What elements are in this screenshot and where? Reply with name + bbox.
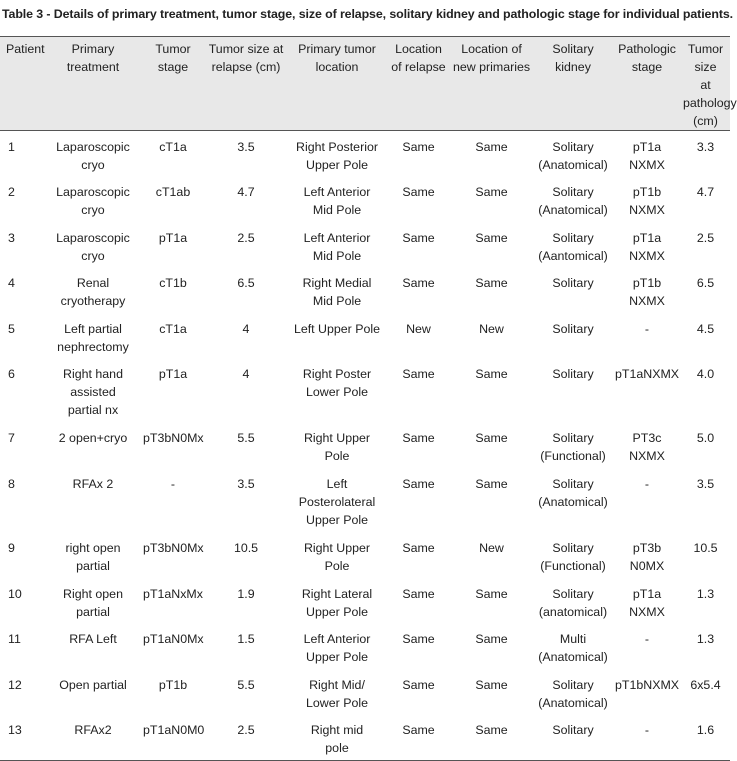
cell-primary-tumor-location: Right Lateral Upper Pole bbox=[301, 586, 373, 619]
cell-primary-treatment: right open partial bbox=[65, 541, 121, 574]
cell-pathologic-stage: pT1bNXMX bbox=[615, 677, 680, 692]
cell-primary-tumor-location: Right Poster Lower Pole bbox=[302, 367, 372, 400]
header-location-new-primaries: Location of new primaries bbox=[450, 37, 533, 131]
cell-tumor-size-pathology: 6x5.4 bbox=[690, 677, 721, 692]
cell-tumor-stage: pT1aN0M0 bbox=[141, 714, 205, 760]
table-row bbox=[0, 422, 730, 468]
cell-tumor-size-pathology: 10.5 bbox=[693, 541, 718, 556]
header-patient: Patient bbox=[0, 37, 45, 131]
cell-tumor-size-pathology: 4.5 bbox=[696, 321, 715, 336]
cell-tumor-stage: pT1a bbox=[158, 367, 188, 382]
cell-patient: 2 bbox=[8, 185, 15, 200]
cell-tumor-size-pathology: 3.5 bbox=[696, 477, 715, 492]
cell-pathologic-stage: pT1a NXMX bbox=[629, 140, 665, 172]
cell-location-new-primaries: Same bbox=[475, 230, 508, 245]
cell-tumor-size-pathology: 1.6 bbox=[681, 714, 730, 760]
cell-pathologic-stage: pT1aNXMX bbox=[615, 367, 680, 382]
cell-location-of-relapse: Same bbox=[387, 714, 450, 760]
cell-tumor-size-pathology: 4.0 bbox=[696, 367, 715, 382]
cell-primary-treatment: 2 open+cryo bbox=[58, 431, 128, 446]
cell-tumor-stage: pT1a bbox=[158, 230, 188, 245]
patient-details-table bbox=[0, 36, 737, 761]
cell-location-of-relapse: Same bbox=[402, 586, 435, 601]
cell-solitary-kidney: Solitary (Anatomical) bbox=[538, 477, 608, 510]
cell-primary-treatment: Right open partial bbox=[63, 586, 123, 619]
cell-tumor-size-pathology: 5.0 bbox=[696, 431, 715, 446]
cell-primary-tumor-location: Right Medial Mid Pole bbox=[302, 276, 372, 309]
cell-tumor-size-relapse: 4 bbox=[242, 321, 250, 336]
cell-location-new-primaries: Same bbox=[475, 477, 508, 492]
cell-solitary-kidney: Solitary bbox=[552, 321, 594, 336]
table-caption: Table 3 - Details of primary treatment, tumor stage, size of relapse, solitary kidney and pathologic stage for individual patients. bbox=[2, 7, 733, 21]
cell-primary-tumor-location: Left Anterior Upper Pole bbox=[303, 632, 371, 665]
cell-solitary-kidney: Solitary (Anatomical) bbox=[538, 677, 608, 710]
cell-tumor-stage: - bbox=[170, 477, 176, 492]
cell-tumor-size-relapse: 6.5 bbox=[237, 276, 255, 291]
cell-primary-treatment: Laparoscopic cryo bbox=[56, 230, 130, 263]
header-location-of-relapse: Location of relapse bbox=[387, 37, 450, 131]
cell-primary-tumor-location: Left Upper Pole bbox=[293, 321, 381, 336]
cell-location-of-relapse: New bbox=[406, 321, 431, 336]
cell-patient: 11 bbox=[8, 632, 21, 647]
cell-solitary-kidney: Multi (Anatomical) bbox=[538, 632, 608, 665]
cell-pathologic-stage: pT1a NXMX bbox=[629, 586, 665, 619]
cell-patient: 6 bbox=[8, 367, 15, 382]
header-primary-treatment: Primary treatment bbox=[45, 37, 141, 131]
cell-location-of-relapse: Same bbox=[402, 431, 435, 446]
cell-tumor-size-relapse: 4.7 bbox=[237, 185, 255, 200]
header-solitary-kidney: Solitary kidney bbox=[533, 37, 613, 131]
cell-location-new-primaries: New bbox=[479, 321, 504, 336]
cell-primary-treatment: Laparoscopic cryo bbox=[56, 140, 130, 172]
cell-primary-treatment: Right hand assisted partial nx bbox=[63, 367, 123, 418]
cell-tumor-stage: cT1a bbox=[159, 140, 187, 154]
cell-pathologic-stage: PT3c NXMX bbox=[629, 431, 665, 464]
cell-solitary-kidney: Solitary (anatomical) bbox=[538, 586, 608, 619]
table-row bbox=[0, 714, 730, 760]
cell-tumor-stage: pT1b bbox=[158, 677, 188, 692]
cell-primary-treatment: RFAx 2 bbox=[72, 477, 114, 492]
cell-tumor-stage: cT1ab bbox=[155, 185, 191, 200]
header-tumor-size-relapse: Tumor size at relapse (cm) bbox=[205, 37, 287, 131]
cell-location-new-primaries: Same bbox=[475, 140, 508, 154]
cell-primary-treatment: RFAx2 bbox=[45, 714, 141, 760]
header-primary-tumor-location: Primary tumor location bbox=[287, 37, 387, 131]
cell-primary-treatment: Laparoscopic cryo bbox=[56, 185, 130, 218]
cell-location-of-relapse: Same bbox=[402, 140, 435, 154]
cell-tumor-stage: pT1aNxMx bbox=[143, 586, 203, 601]
cell-patient: 5 bbox=[8, 321, 15, 336]
cell-tumor-size-pathology: 3.3 bbox=[696, 140, 715, 154]
cell-tumor-size-pathology: 1.3 bbox=[696, 632, 715, 647]
cell-tumor-size-relapse: 5.5 bbox=[237, 677, 255, 692]
cell-location-of-relapse: Same bbox=[402, 230, 435, 245]
cell-tumor-size-relapse: 5.5 bbox=[237, 431, 255, 446]
table-row bbox=[0, 468, 730, 532]
cell-primary-tumor-location: Left Anterior Mid Pole bbox=[303, 185, 371, 218]
cell-pathologic-stage: pT1a NXMX bbox=[629, 230, 665, 263]
cell-patient: 9 bbox=[8, 541, 15, 556]
cell-primary-treatment: Left partial nephrectomy bbox=[57, 321, 129, 354]
cell-primary-tumor-location: Right Posterior Upper Pole bbox=[296, 140, 378, 172]
table-row bbox=[0, 623, 730, 669]
cell-tumor-size-relapse: 10.5 bbox=[233, 541, 259, 556]
cell-solitary-kidney: Solitary (Functional) bbox=[540, 541, 606, 574]
cell-solitary-kidney: Solitary bbox=[552, 276, 594, 291]
cell-pathologic-stage: - bbox=[644, 632, 650, 647]
table-row bbox=[0, 358, 730, 422]
cell-location-of-relapse: Same bbox=[402, 477, 435, 492]
cell-tumor-size-relapse: 2.5 bbox=[205, 714, 287, 760]
cell-patient: 8 bbox=[8, 477, 15, 492]
cell-primary-tumor-location: Left Posterolateral Upper Pole bbox=[298, 477, 376, 528]
table-row bbox=[0, 578, 730, 624]
cell-location-of-relapse: Same bbox=[402, 276, 435, 291]
cell-tumor-size-pathology: 6.5 bbox=[696, 276, 715, 291]
cell-solitary-kidney: Solitary bbox=[533, 714, 613, 760]
cell-location-new-primaries: Same bbox=[475, 276, 508, 291]
cell-tumor-size-relapse: 4 bbox=[242, 367, 250, 382]
cell-pathologic-stage: pT1b NXMX bbox=[629, 276, 665, 309]
cell-solitary-kidney: Solitary (Aantomical) bbox=[538, 230, 608, 263]
cell-location-new-primaries: Same bbox=[475, 367, 508, 382]
cell-location-new-primaries: Same bbox=[475, 632, 508, 647]
cell-solitary-kidney: Solitary (Functional) bbox=[540, 431, 606, 464]
cell-solitary-kidney: Solitary bbox=[552, 367, 594, 382]
cell-tumor-stage: pT3bN0Mx bbox=[143, 431, 204, 446]
cell-tumor-stage: pT3bN0Mx bbox=[143, 541, 204, 556]
table-header-row bbox=[0, 37, 730, 131]
header-tumor-stage: Tumor stage bbox=[141, 37, 205, 131]
cell-primary-treatment: Renal cryotherapy bbox=[60, 276, 126, 309]
cell-pathologic-stage: - bbox=[644, 477, 650, 492]
table-body bbox=[0, 131, 730, 761]
cell-primary-treatment: RFA Left bbox=[69, 632, 117, 647]
table-row bbox=[0, 313, 730, 359]
cell-location-new-primaries: Same bbox=[475, 677, 508, 692]
cell-patient: 3 bbox=[8, 230, 15, 245]
cell-patient: 4 bbox=[8, 276, 15, 291]
table-row bbox=[0, 669, 730, 715]
cell-location-new-primaries: Same bbox=[475, 586, 508, 601]
cell-location-of-relapse: Same bbox=[402, 367, 435, 382]
cell-location-new-primaries: Same bbox=[475, 431, 508, 446]
cell-tumor-size-pathology: 1.3 bbox=[696, 586, 715, 601]
cell-pathologic-stage: pT1b NXMX bbox=[629, 185, 665, 218]
cell-tumor-stage: cT1a bbox=[159, 321, 187, 336]
cell-patient: 1 bbox=[8, 140, 15, 154]
cell-primary-tumor-location: Left Anterior Mid Pole bbox=[303, 230, 371, 263]
cell-pathologic-stage: pT3b N0MX bbox=[629, 541, 665, 574]
table-row bbox=[0, 532, 730, 578]
cell-patient: 7 bbox=[8, 431, 15, 446]
cell-tumor-size-relapse: 3.5 bbox=[237, 477, 255, 492]
cell-location-new-primaries: Same bbox=[450, 714, 533, 760]
table-row bbox=[0, 131, 730, 177]
cell-location-new-primaries: New bbox=[479, 541, 504, 556]
header-tumor-size-pathology: Tumor size at pathology (cm) bbox=[681, 37, 730, 131]
table-row bbox=[0, 222, 730, 268]
cell-primary-tumor-location: Right mid pole bbox=[287, 714, 387, 760]
cell-location-new-primaries: Same bbox=[475, 185, 508, 200]
cell-primary-treatment: Open partial bbox=[59, 677, 127, 692]
cell-pathologic-stage: - bbox=[613, 714, 681, 760]
cell-solitary-kidney: Solitary (Anatomical) bbox=[538, 185, 608, 218]
cell-tumor-size-relapse: 3.5 bbox=[237, 140, 255, 154]
cell-tumor-stage: cT1b bbox=[159, 276, 187, 291]
cell-tumor-size-relapse: 1.9 bbox=[237, 586, 255, 601]
cell-tumor-size-relapse: 2.5 bbox=[237, 230, 255, 245]
cell-location-of-relapse: Same bbox=[402, 541, 435, 556]
cell-patient: 12 bbox=[8, 677, 22, 692]
cell-primary-tumor-location: Right Mid/ Lower Pole bbox=[306, 677, 368, 710]
cell-location-of-relapse: Same bbox=[402, 185, 435, 200]
cell-pathologic-stage: - bbox=[644, 321, 650, 336]
cell-location-of-relapse: Same bbox=[402, 632, 435, 647]
cell-primary-tumor-location: Right Upper Pole bbox=[303, 541, 371, 574]
cell-location-of-relapse: Same bbox=[402, 677, 435, 692]
cell-tumor-size-relapse: 1.5 bbox=[237, 632, 255, 647]
cell-tumor-size-pathology: 4.7 bbox=[696, 185, 715, 200]
cell-patient: 10 bbox=[8, 586, 22, 601]
cell-tumor-size-pathology: 2.5 bbox=[696, 230, 715, 245]
table-row bbox=[0, 176, 730, 222]
cell-patient: 13 bbox=[0, 714, 45, 760]
cell-primary-tumor-location: Right Upper Pole bbox=[303, 431, 371, 464]
table-row bbox=[0, 267, 730, 313]
cell-solitary-kidney: Solitary (Anatomical) bbox=[538, 140, 608, 172]
header-pathologic-stage: Pathologic stage bbox=[613, 37, 681, 131]
cell-tumor-stage: pT1aN0Mx bbox=[143, 632, 204, 647]
